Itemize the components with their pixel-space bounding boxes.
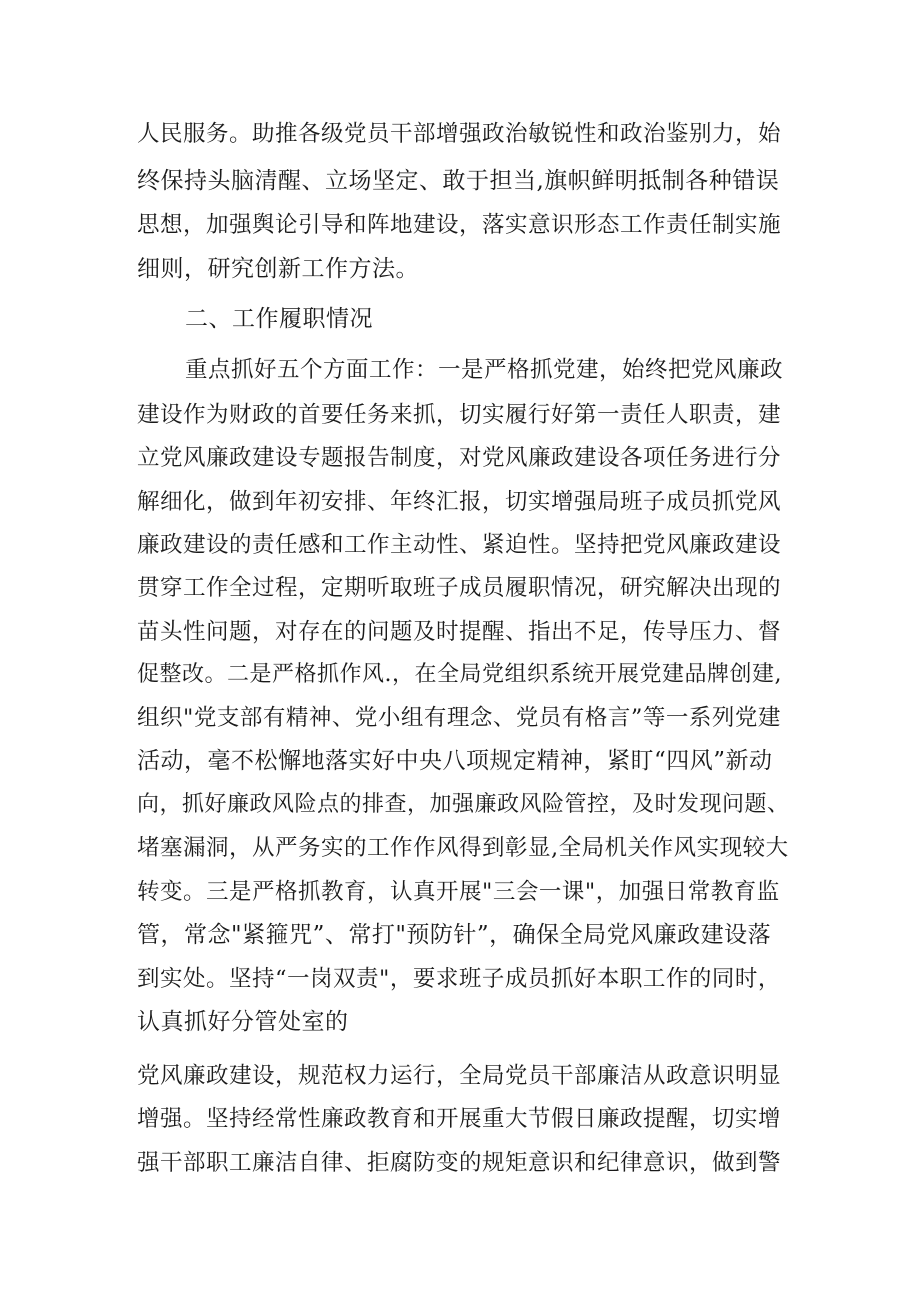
text-line: 建设作为财政的首要任务来抓，切实履行好第一责任人职责，建 — [137, 402, 782, 428]
text-line: 强干部职工廉洁自律、拒腐防变的规矩意识和纪律意识，做到警 — [137, 1150, 782, 1176]
text-line: 廉政建设的责任感和工作主动性、紧迫性。坚持把党风廉政建设 — [137, 532, 782, 558]
section-heading: 二、工作履职情况 — [185, 306, 373, 332]
text-line: 解细化，做到年初安排、年终汇报，切实增强局班子成员抓党风 — [137, 489, 782, 515]
text-line: 思想，加强舆论引导和阵地建设，落实意识形态工作责任制实施 — [137, 212, 782, 238]
text-line: 堵塞漏洞，从严务实的工作作风得到彰显,全局机关作风实现较大 — [137, 835, 789, 861]
text-line: 转变。三是严格抓教育，认真开展"三会一课"，加强日常教育监 — [137, 879, 780, 905]
text-line: 立党风廉政建设专题报告制度，对党风廉政建设各项任务进行分 — [137, 445, 782, 471]
text-line: 党风廉政建设，规范权力运行，全局党员干部廉洁从政意识明显 — [137, 1063, 782, 1089]
text-line: 管，常念"紧箍咒”、常打"预防针”，确保全局党风廉政建设落 — [137, 922, 772, 948]
text-line: 增强。坚持经常性廉政教育和开展重大节假日廉政提醒，切实增 — [137, 1106, 782, 1132]
text-line: 组织"党支部有精神、党小组有理念、党员有格言”等一系列党建 — [137, 705, 781, 731]
text-line: 重点抓好五个方面工作：一是严格抓党建，始终把党风廉政 — [185, 357, 784, 383]
text-line: 贯穿工作全过程，定期听取班子成员履职情况，研究解决出现的 — [137, 575, 782, 601]
text-line: 人民服务。助推各级党员干部增强政治敏锐性和政治鉴别力，始 — [137, 121, 782, 147]
text-line: 认真抓好分管处室的 — [137, 1009, 349, 1035]
text-line: 向，抓好廉政风险点的排查，加强廉政风险管控，及时发现问题、 — [137, 792, 790, 817]
text-line: 活动，毫不松懈地落实好中央八项规定精神，紧盯“四风”新动 — [137, 748, 773, 774]
text-line: 终保持头脑清醒、立场坚定、敢于担当,旗帜鲜明抵制各种错误 — [137, 168, 780, 194]
text-line: 苗头性问题，对存在的问题及时提醒、指出不足，传导压力、督 — [137, 619, 782, 645]
text-line: 到实处。坚持“一岗双责"，要求班子成员抓好本职工作的同时， — [137, 966, 781, 992]
text-line: 细则，研究创新工作方法。 — [137, 256, 419, 282]
text-line: 促整改。二是严格抓作风.，在全局党组织系统开展党建品牌创建, — [137, 662, 782, 687]
